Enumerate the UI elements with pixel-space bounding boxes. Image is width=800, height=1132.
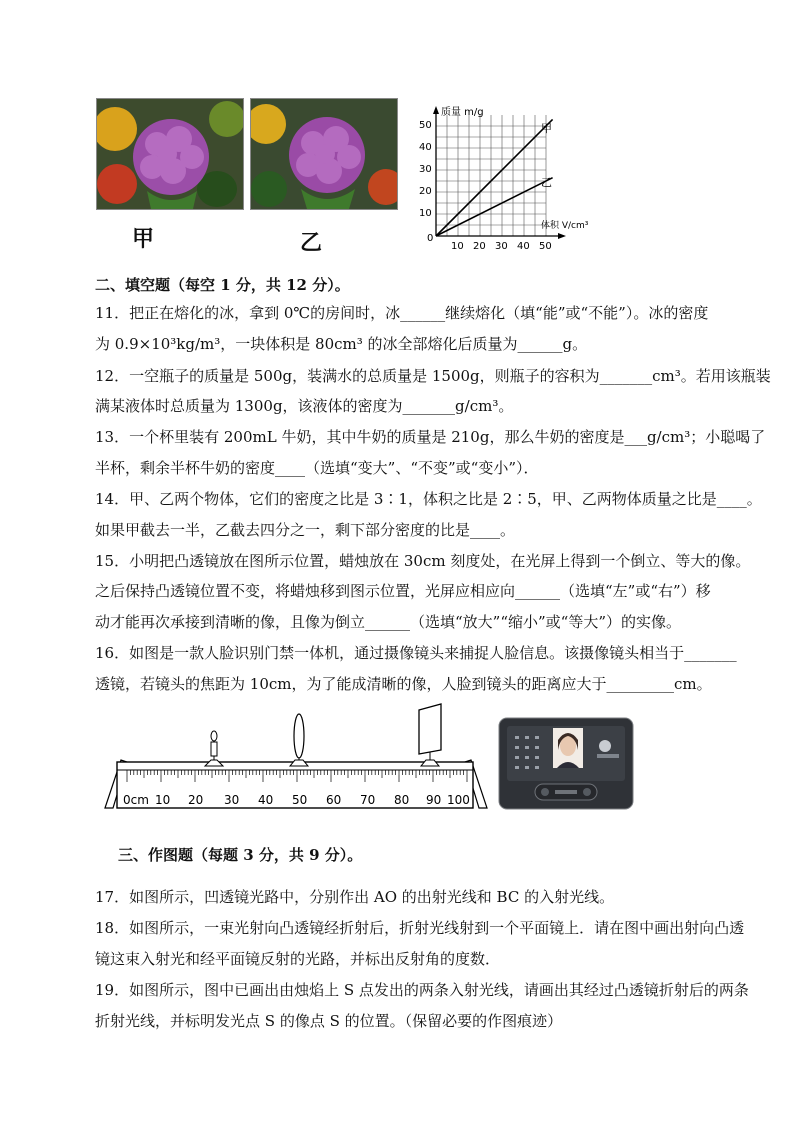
mass-volume-graph bbox=[405, 98, 615, 258]
ruler-label: 90 bbox=[426, 793, 442, 807]
ruler-label: 100 bbox=[447, 793, 470, 807]
q15-line2: 之后保持凸透镜位置不变，将蜡烛移到图示位置，光屏应相应向______（选填“左”或“右”）移 bbox=[95, 582, 711, 600]
graph-x-tick: 20 bbox=[473, 241, 486, 252]
photo-jia-caption: 甲 bbox=[132, 227, 155, 252]
graph-y-tick: 50 bbox=[419, 120, 432, 131]
optical-bench-figure bbox=[95, 700, 495, 815]
graph-x-tick: 50 bbox=[539, 241, 552, 252]
candle bbox=[205, 731, 223, 766]
graph-line-yi-label: 乙 bbox=[541, 176, 552, 189]
section3-heading: 三、作图题（每题 3 分，共 9 分）。 bbox=[118, 846, 363, 864]
section2-heading: 二、填空题（每空 1 分，共 12 分）。 bbox=[95, 276, 350, 294]
q13-line2: 半杯，剩余半杯牛奶的密度____（选填“变大”、“不变”或“变小”）． bbox=[95, 459, 539, 477]
graph-y-ticks bbox=[419, 120, 432, 219]
face-recognition-device bbox=[497, 716, 635, 811]
graph-x-arrow bbox=[558, 233, 566, 239]
graph-y-tick: 30 bbox=[419, 164, 432, 175]
ruler-label: 70 bbox=[360, 793, 376, 807]
photo-yi-image bbox=[251, 99, 397, 209]
q17-line1: 17．如图所示，凹透镜光路中，分别作出 AO 的出射光线和 BC 的入射光线。 bbox=[95, 888, 615, 906]
q19-line1: 19．如图所示，图中已画出由烛焰上 S 点发出的两条入射光线，请画出其经过凸透镜折射后的两条 bbox=[95, 981, 749, 999]
q19-line2: 折射光线，并标明发光点 S 的像点 S 的位置。（保留必要的作图痕迹） bbox=[95, 1012, 563, 1030]
graph-x-label: 体积 V/cm³ bbox=[541, 221, 589, 231]
ruler-label: 30 bbox=[224, 793, 240, 807]
graph-x-tick: 30 bbox=[495, 241, 508, 252]
graph-y-tick: 10 bbox=[419, 208, 432, 219]
q13-line1: 13．一个杯里装有 200mL 牛奶，其中牛奶的质量是 210g，那么牛奶的密度是___g/cm³；小聪喝了 bbox=[95, 428, 766, 446]
photo-jia-image bbox=[97, 99, 243, 209]
photo-yi-caption: 乙 bbox=[300, 231, 323, 256]
q18-line1: 18．如图所示，一束光射向凸透镜经折射后，折射光线射到一个平面镜上．请在图中画出射向凸透 bbox=[95, 919, 745, 937]
ruler-label: 80 bbox=[394, 793, 410, 807]
q18-line2: 镜这束入射光和经平面镜反射的光路，并标出反射角的度数． bbox=[95, 950, 501, 968]
q11-line2: 为 0.9×10³kg/m³，一块体积是 80cm³ 的冰全部熔化后质量为______g。 bbox=[95, 335, 588, 353]
graph-y-tick: 40 bbox=[419, 142, 432, 153]
q12-line2: 满某液体时总质量为 1300g，该液体的密度为_______g/cm³。 bbox=[95, 397, 514, 415]
q15-line1: 15．小明把凸透镜放在图所示位置，蜡烛放在 30cm 刻度处，在光屏上得到一个倒立、等大的像。 bbox=[95, 552, 751, 570]
graph-origin: 0 bbox=[427, 233, 434, 244]
ruler-label: 10 bbox=[155, 793, 171, 807]
ruler-label: 40 bbox=[258, 793, 274, 807]
ruler-label: 0cm bbox=[123, 793, 149, 807]
graph-y-tick: 20 bbox=[419, 186, 432, 197]
q12-line1: 12．一空瓶子的质量是 500g，装满水的总质量是 1500g，则瓶子的容积为_______cm³。若用该瓶装 bbox=[95, 367, 771, 385]
ruler-label: 60 bbox=[326, 793, 342, 807]
graph-x-ticks bbox=[451, 241, 552, 252]
graph-line-jia-label: 甲 bbox=[541, 122, 552, 135]
photo-yi bbox=[250, 98, 398, 210]
q16-line1: 16．如图是一款人脸识别门禁一体机，通过摄像镜头来捕捉人脸信息。该摄像镜头相当于_______ bbox=[95, 644, 737, 662]
graph-y-arrow bbox=[433, 106, 439, 114]
q14-line2: 如果甲截去一半，乙截去四分之一，剩下部分密度的比是____。 bbox=[95, 521, 516, 539]
ruler-label: 50 bbox=[292, 793, 308, 807]
convex-lens bbox=[290, 714, 308, 766]
q11-line1: 11．把正在熔化的冰，拿到 0℃的房间时，冰______继续熔化（填“能”或“不能”）。冰的密度 bbox=[95, 304, 709, 322]
graph-grid bbox=[436, 115, 546, 236]
q16-line2: 透镜，若镜头的焦距为 10cm，为了能成清晰的像，人脸到镜头的距离应大于_________cm。 bbox=[95, 675, 712, 693]
q14-line1: 14．甲、乙两个物体，它们的密度之比是 3∶1，体积之比是 2∶5，甲、乙两物体质量之比是____。 bbox=[95, 490, 762, 508]
ruler-label: 20 bbox=[188, 793, 204, 807]
graph-y-label: 质量 m/g bbox=[441, 107, 484, 118]
photo-jia bbox=[96, 98, 244, 210]
light-screen bbox=[419, 704, 441, 766]
q15-line3: 动才能再次承接到清晰的像，且像为倒立______（选填“放大”“缩小”或“等大”）的实像。 bbox=[95, 613, 682, 631]
graph-x-tick: 10 bbox=[451, 241, 464, 252]
graph-x-tick: 40 bbox=[517, 241, 530, 252]
brand-logo bbox=[599, 740, 611, 752]
